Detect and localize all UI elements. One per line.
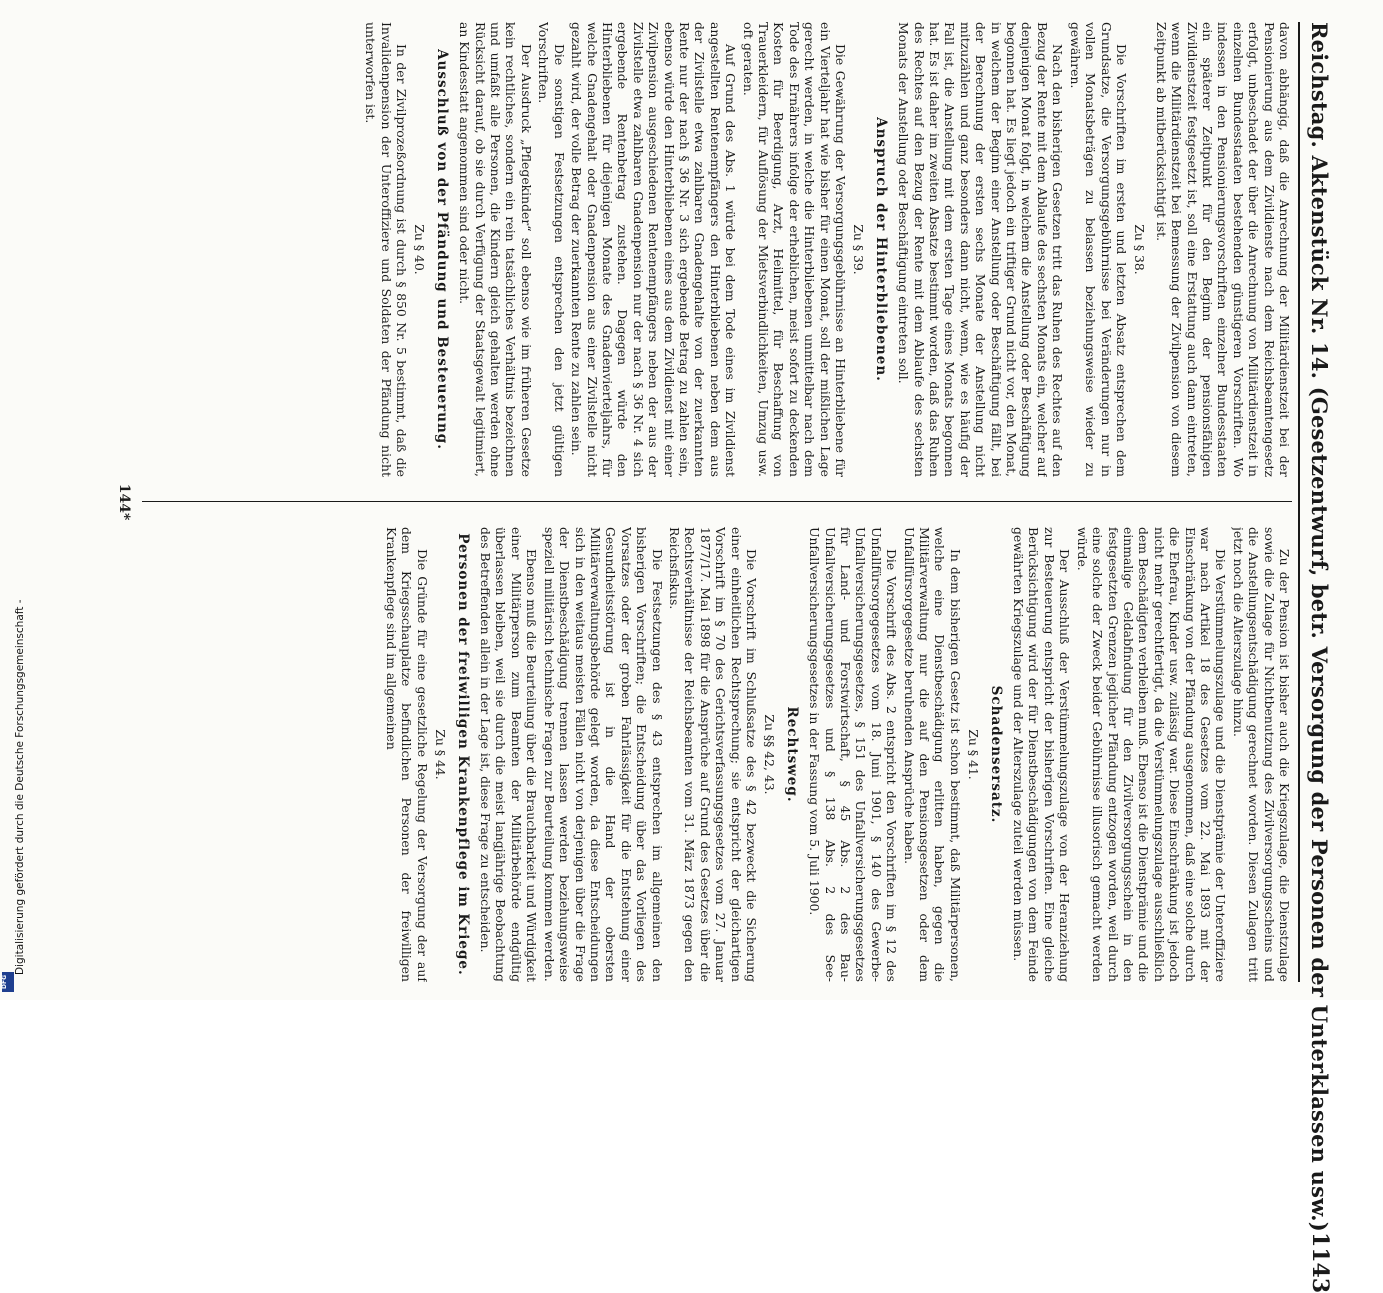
- paragraph: Die sonstigen Festsetzungen entsprechen den jetzt gültigen Vorschriften.: [536, 22, 567, 477]
- section-heading: Zu §§ 42, 43.: [762, 714, 778, 795]
- paragraph: Auf Grund des Abs. 1 würde bei dem Tode eines im Zivildienst angestellten Rentenempfängers den Hinterbliebenen neben dem aus der Zivilstelle etwa zahlbaren Gnadengehalte von der zuerkannten Rente nur der nach § 36 Nr. 3 sich ergebende Betrag zu zahlen sein, ebenso würde den Hinterbliebenen eines aus dem Zivildienst mit einer Zivilpension ausgeschiedenen Rentenempfängers neben der aus der Zivilstelle etwa zahlbaren Gnadenpension nur der nach § 36 Nr. 4 sich ergebende Rentenbetrag zustehen. Dagegen würde den Hinterbliebenen für diejenigen Monate des Gnadenvierteljahrs, für welche Gnadengehalt oder Gnadenpension aus einer Zivilstelle nicht gezahlt wird, der volle Betrag der zuerkannten Rente zu zahlen sein.: [569, 22, 739, 477]
- paragraph: Die Vorschriften im ersten und letzten Absatz entsprechen dem Grundsatze, die Versorgungsgebührnisse bei Veränderungen nur in vollen Monatsbeträgen zu belassen beziehungsweise wieder zu gewähren.: [1067, 22, 1129, 477]
- chapter-heading: Ausschluß von der Pfändung und Besteuerung.: [433, 49, 450, 450]
- paragraph: Der Ausdruck „Pflegekinder“ soll ebenso wie im früheren Gesetze kein rechtliches, sondern ein rein tatsächliches Verhältnis bezeichnen und umfaßt alle Personen, die Kindern gleich gehalten werden ohne Rücksicht darauf, ob sie durch Verfügung der Staatsgewalt legitimiert, an Kindesstatt angenommen sind oder nicht.: [457, 22, 534, 477]
- paragraph: Die Vorschrift im Schlußsatze des § 42 bezweckt die Sicherung einer einheitlichen Rechtsprechung; sie entspricht der gleichartigen Vorschrift im § 70 des Gerichtsverfassungsgesetzes vom 27. Januar 1877/17. Mai 1898 für die Ansprüche auf Grund des Gesetzes über die Rechtsverhältnisse der Reichsbeamten vom 31. März 1873 gegen den Reichsfiskus.: [666, 527, 759, 982]
- chapter-heading: Anspruch der Hinterbliebenen.: [872, 117, 889, 382]
- page-header: [1298, 22, 1340, 1293]
- page-number: 1143: [1307, 1231, 1333, 1293]
- paragraph: Die Gründe für eine gesetzliche Regelung der Versorgung der auf dem Kriegsschauplatze befindlichen Personen der freiwilligen Krankenpflege sind im allgemeinen: [384, 527, 430, 982]
- paragraph: In der Zivilprozeßordnung ist durch § 850 Nr. 5 bestimmt, daß die Invalidenpension der Unteroffiziere und Soldaten der Pfändung nicht unterworfen ist.: [363, 22, 410, 477]
- paragraph: Ebenso muß die Beurteilung über die Brauchbarkeit und Würdigkeit einer Militärperson zum Beamten der Militärbehörde endgültig überlassen bleiben, weil sie durch die meist langjährige Beobachtung des Betreffenden allein in der Lage ist, diese Frage zu entscheiden.: [478, 527, 540, 982]
- section-heading: Zu § 39.: [851, 224, 867, 275]
- paragraph: Der Ausschluß der Verstümmelungszulage von der Heranziehung zur Besteuerung entspricht der bisherigen Vorschriften. Eine gleiche Berücksichtigung wird der für Dienstbeschädigungen von dem Feinde gewährten Kriegszulage und der Alterszulage zuteil werden müssen.: [1011, 527, 1073, 982]
- paragraph: Nach den bisherigen Gesetzen tritt das Ruhen des Rechtes auf den Bezug der Rente mit dem Ablaufe des sechsten Monats ein, welcher auf denjenigen Monat folgt, in welchem die Anstellung oder Beschäftigung begonnen hat. Es liegt jedoch ein triftiger Grund nicht vor, den Monat, in welchem der Beginn einer Anstellung oder Beschäftigung fällt, bei der Berechnung der ersten sechs Monate der Anstellung nicht mitzuzählen und ganz besonders dann nicht, wenn, wie es häufig der Fall ist, die Anstellung mit dem ersten Tage eines Monats begonnen hat. Es ist daher im zweiten Absatze bestimmt worden, daß das Ruhen des Rechtes auf den Bezug der Rente mit dem Ablaufe des sechsten Monats der Anstellung oder Beschäftigung eintreten soll.: [896, 22, 1066, 477]
- section-heading: Zu § 44.: [433, 729, 449, 780]
- right-column: [142, 527, 1292, 982]
- column-divider: [142, 501, 1292, 502]
- paragraph: Die Verstümmelungszulage und die Dienstprämie der Unteroffiziere war nach Artikel 18 des Gesetzes vom 22. Mai 1893 mit der Einschränkung von der Pfändung ausgenommen, daß eine solche durch die Ehefrau, Kinder usw. zulässig war. Diese Einschränkung ist jedoch nicht mehr gerechtfertigt, da die Verstümmelungszulage ausschließlich dem Beschädigten verbleiben muß. Ebenso ist die Dienstprämie und die einmalige Geldabfindung für den Zivilversorgungsschein in den festgesetzten Grenzen jeglicher Pfändung entzogen worden, weil durch eine solche der Zweck beider Gebührnisse illusorisch gemacht werden würde.: [1074, 527, 1229, 982]
- digitization-text: Digitalisierung gefördert durch die Deutsche Forschungsgemeinschaft -: [14, 599, 26, 975]
- running-title: Reichstag. Aktenstück Nr. 14. (Gesetzentwurf, betr. Versorgung der Personen der Unterklassen usw.): [1307, 22, 1333, 1232]
- left-column: [142, 22, 1292, 477]
- paragraph: davon abhängig, daß die Anrechnung der Militärdienstzeit bei der Pensionierung aus dem Zivildienste nach dem Reichsbeamtengesetz erfolgt, unbeschadet der über die Anrechnung von Militärdienstzeit in einzelnen Bundesstaaten bestehenden günstigeren Vorschriften. Wo indessen in den Pensionierungsvorschriften einzelner Bundesstaaten ein späterer Zeitpunkt für den Beginn der pensionsfähigen Zivildienstzeit festgesetzt ist, soll eine Erstattung auch dann eintreten, wenn die Militärdienstzeit bei Bemessung der Zivilpension von diesem Zeitpunkt ab mitberücksichtigt ist.: [1153, 22, 1292, 477]
- dfg-logo-icon: DFG: [2, 972, 14, 992]
- digitization-note: [0, 599, 26, 1000]
- chapter-heading: Schadensersatz.: [987, 685, 1004, 824]
- section-heading: Zu § 41.: [966, 729, 982, 780]
- paragraph: Die Festsetzungen des § 43 entsprechen im allgemeinen den bisherigen Vorschriften; die Entscheidung über das Vorliegen des Vorsatzes oder der groben Fahrlässigkeit für die Entstehung einer Gesundheitsstörung ist in die Hand der obersten Militärverwaltungsbehörde gelegt worden, da diese Entscheidungen sich in den weitaus meisten Fällen nicht von derjenigen über die Frage der Dienstbeschädigung trennen lassen werden beziehungsweise speziell militärisch technische Fragen zur Beurteilung kommen werden.: [541, 527, 665, 982]
- section-heading: Zu § 38.: [1132, 224, 1148, 275]
- paragraph: Die Gewährung der Versorgungsgebührnisse an Hinterbliebene für ein Vierteljahr hat wie bisher für einen Monat, soll der mißlichen Lage gerecht werden, in welche die Hinterbliebenen unmittelbar nach dem Tode des Ernährers infolge der erheblichen, meist sofort zu deckenden Kosten für Beerdigung, Arzt, Heilmittel, für Beschaffung von Trauerkleidern, für Auflösung der Mietsverbindlichkeiten, Umzug usw. oft geraten.: [740, 22, 849, 477]
- paragraph: Die Vorschrift des Abs. 2 entspricht den Vorschriften im § 12 des Unfallfürsorgegesetzes vom 18. Juni 1901, § 140 des Gewerbe-Unfallversicherungsgesetzes, § 151 des Unfallversicherungsgesetzes für Land- und Forstwirtschaft, § 45 Abs. 2 des Bau-Unfallversicherungsgesetzes und § 138 Abs. 2 des See-Unfallversicherungsgesetzes in der Fassung vom 5. Juli 1900.: [807, 527, 900, 982]
- paragraph: Zu der Pension ist bisher auch die Kriegszulage, die Dienstzulage sowie die Zulage für Nichtbenutzung des Zivilversorgungsscheins und die Anstellungsentschädigung gerechnet worden. Diesen Zulagen tritt jetzt noch die Alterszulage hinzu.: [1230, 527, 1292, 982]
- signature-mark: 144*: [116, 483, 132, 521]
- chapter-heading: Rechtsweg.: [783, 706, 800, 803]
- section-heading: Zu § 40.: [412, 224, 428, 275]
- text-columns: [142, 22, 1292, 982]
- paragraph: In dem bisherigen Gesetz ist schon bestimmt, daß Militärpersonen, welche eine Dienstbeschädigung erlitten haben, gegen die Militärverwaltung nur die auf den Pensionsgesetzen oder dem Unfallfürsorgegesetze beruhenden Ansprüche haben.: [901, 527, 963, 982]
- rotated-page-content: [90, 22, 1340, 1293]
- chapter-heading: Personen der freiwilligen Krankenpflege im Kriege.: [454, 533, 471, 976]
